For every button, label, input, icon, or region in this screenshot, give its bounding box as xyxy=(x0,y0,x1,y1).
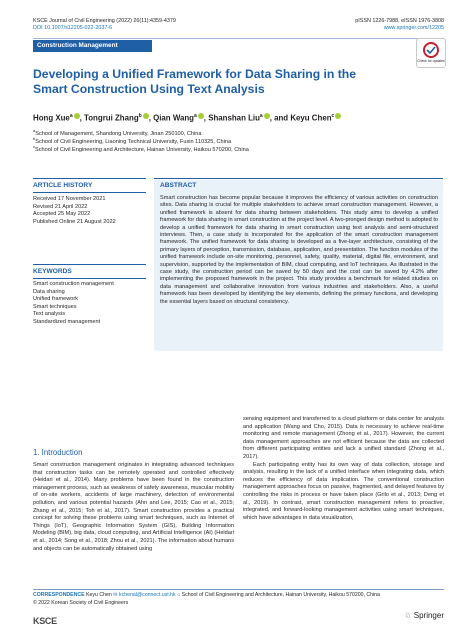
orcid-icon[interactable] xyxy=(198,113,204,119)
author-name[interactable]: Qian Wang xyxy=(153,113,195,123)
history-heading: ARTICLE HISTORY xyxy=(33,182,93,189)
author-name[interactable]: Hong Xue xyxy=(33,113,70,123)
keyword: Text analysis xyxy=(33,311,66,318)
history-item: Received 17 November 2021 xyxy=(33,196,106,202)
section-heading: 1. Introduction xyxy=(33,448,83,457)
author-name[interactable]: Shanshan Liu xyxy=(208,113,260,123)
abstract-text: Smart construction has become popular because it improves the efficiency of various activities on construction sites. Data sharing is crucial for multiple stakeholders to achieve smart construction management. However, a unified framework is absent for data sharing between stakeholders. This study aims to develop a unified framework for data sharing in smart construction at the project level. A two-pronged design method is adopted to develop a unified framework for data sharing in smart construction using text analysis and semi-structured interviews. Then, a case study is incorporated for the application of the smart construction management framework. The unified framework for data sharing is developed as a five-layer architecture, consisting of the primary layers of perception, transmission, database, application, and presentation. The function modules of the unified framework include on-site monitoring, personnel, safety, quality, material, digital file, environment, and supervision, supported by the implementation of BIM, cloud computing, and IoT techniques. As illustrated in the case study, the construction period can be saved by 50 days and the cost can be saved by 4.2% after implementing the proposed framework in the project. This study provides a benchmark for related studies on data management and collaborative innovation from various industries and stakeholders. Also, a useful framework has been developed by identifying the key elements, defining the primary functions, and developing the essential layers based on structural consistency. xyxy=(160,195,438,305)
correspondence-line xyxy=(33,592,453,599)
keyword: Standardized management xyxy=(33,318,101,325)
keyword: Data sharing xyxy=(33,288,65,295)
address: School of Civil Engineering and Architecture, Hainan University, Haikou 570200, China xyxy=(181,592,380,598)
orcid-icon[interactable] xyxy=(264,113,270,119)
header-rule xyxy=(33,38,444,39)
ksce-logo: KSCE xyxy=(33,616,57,626)
history-item: Accepted 25 May 2022 xyxy=(33,211,91,218)
affiliation: $^b$School of Civil Engineering, Liaoning Technical University, Fuxin 110325, China xyxy=(33,136,232,145)
springer-logo: ♘ Springer xyxy=(404,611,444,620)
history-rule xyxy=(33,178,146,179)
correspondence-label: CORRESPONDENCE xyxy=(33,592,85,598)
history-list xyxy=(33,196,116,226)
journal-citation: KSCE Journal of Civil Engineering (2022) 26(11):4359-4379 xyxy=(33,18,176,24)
email-icon: ✉ xyxy=(113,592,118,598)
affiliation: $^a$School of Management, Shandong University, Jinan 250100, China xyxy=(33,128,202,137)
intro-right-column xyxy=(243,416,444,522)
article-title: Developing a Unified Framework for Data Sharing in the Smart Construction Using Text Analysis xyxy=(33,67,357,96)
keyword: Smart techniques xyxy=(33,303,77,310)
history-item: Published Online 21 August 2022 xyxy=(33,218,116,225)
check-updates-label: Check for updates xyxy=(417,59,445,63)
affiliation: $^c$School of Civil Engineering and Architecture, Hainan University, Haikou 570200, China xyxy=(33,144,249,153)
copyright: © 2022 Korean Society of Civil Engineers xyxy=(33,600,129,606)
email-link[interactable]: kchenal@connect.ust.hk xyxy=(119,592,176,598)
keyword: Smart construction management xyxy=(33,281,114,287)
paragraph: Each participating entity has its own way of data collection, storage and analysis, resulting in the lack of a unified interface when integrating data, which reduces the efficiency of data implication. The conventional construction management approaches focus on passive, fragmented, and delayed features by controlling the risks in process or have taken place (Grilo et al., 2013; Deng et al., 2019). In contrast, smart construction management refers to proactive, integrated, and forward-looking management activities using smart techniques, which have advantages in data visualization, xyxy=(243,461,444,521)
keywords-list xyxy=(33,281,114,327)
orcid-icon[interactable] xyxy=(335,113,341,119)
history-subrule xyxy=(33,192,146,193)
author-name[interactable]: Tongrui Zhang xyxy=(84,113,139,123)
correspondence-name: Keyu Chen xyxy=(86,592,112,598)
footer-rule xyxy=(33,589,444,590)
author-list: Hong Xue$^a$ , Tongrui Zhang$^b$ , Qian Wang$^a$ , Shanshan Liu$^a$ , and Keyu Chen$^c$ xyxy=(33,111,453,124)
orcid-icon[interactable] xyxy=(74,113,80,119)
doi-link[interactable]: DOI 10.1007/s12205-022-2037-6 xyxy=(33,25,113,31)
abstract-heading: ABSTRACT xyxy=(160,182,197,189)
author-name[interactable]: Keyu Chen xyxy=(290,113,332,123)
issn: pISSN 1226-7988, eISSN 1976-3808 xyxy=(355,18,444,24)
keywords-subrule xyxy=(33,278,146,279)
orcid-icon[interactable] xyxy=(143,113,149,119)
keyword: Unified framework xyxy=(33,296,79,303)
keywords-rule xyxy=(33,264,146,265)
journal-url[interactable]: www.springer.com/12205 xyxy=(383,25,444,31)
history-item: Revised 21 April 2022 xyxy=(33,203,88,210)
paragraph: sensing equipment and transferred to a cloud platform or data center for analysis and application (Wang and Cho, 2015). Data is necessary to achieve real-time monitoring and remote management (Zhong et al., 2017). However, the current data management approaches are not efficient because the data are collected from different participating entities and lack a unified standard (Zhong et al., 2017). xyxy=(243,416,444,460)
address-icon: ⌂ xyxy=(177,592,181,598)
keywords-heading: KEYWORDS xyxy=(33,268,72,275)
check-for-updates-badge[interactable] xyxy=(416,38,446,68)
abstract-rule xyxy=(154,178,443,179)
springer-horse-icon: ♘ xyxy=(404,611,412,620)
intro-left-column: Smart construction management originates in integrating advanced techniques that construction tasks can be remotely operated and controlled effectively (Heidari et al., 2014). Many problems have been found in the construction management process, such as weakness of safety awareness, muscular mobility of on-site workers, accidents of large machinery, detection of environmental pollution, and various potential hazards (Ahn and Lee, 2015; Cao et al., 2015; Zhang et al., 2015; Toh et al., 2017). Smart construction provides a practical concept for solving these problems using smart techniques, such as Internet of Things (IoT), Geographic Information System (GIS), Building Information Modeling (BIM), big data, cloud computing, and Artificial Intelligence (AI) (Heidari et al., 2014; Song et al., 2018; Zhou et al., 2021). The information about humans and objects can be automatically obtained using xyxy=(33,462,234,552)
section-banner: Construction Management xyxy=(33,40,152,52)
